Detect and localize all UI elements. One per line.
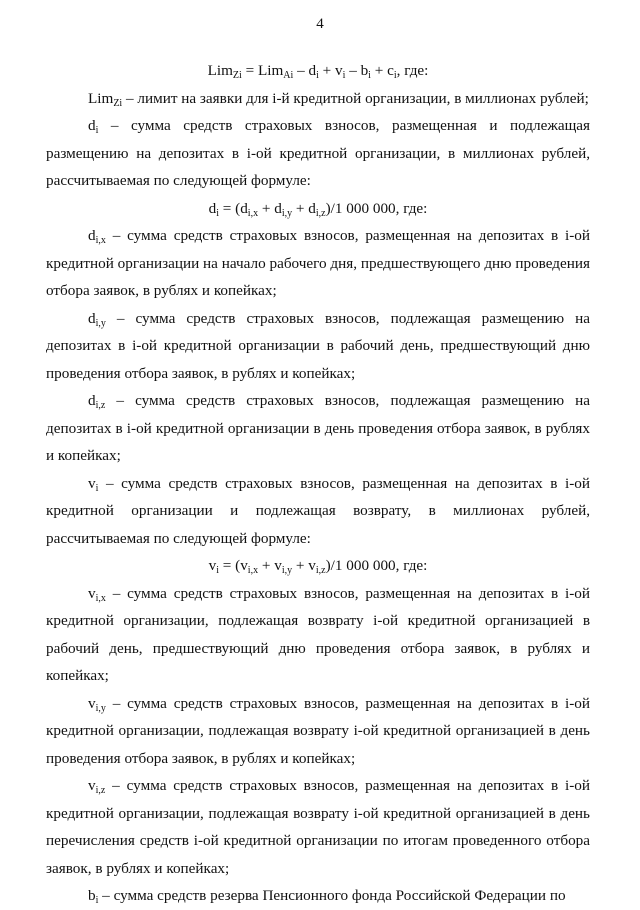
formula-lim: $Lim_{Zi} = Lim_{Ai} - d_i + v_i - b_i + c_i$, где: [207,62,429,81]
definition-v-iy: $v_{i,y}$ – сумма средств страховых взносов, размещенная на депозитах в i-ой кредитной организации, подлежащая возврату i-ой кредитной организацией в день проведения отбора заявок, в рублях и копейках; [46,694,590,767]
page-number: 4 [316,16,324,32]
definition-b: $b_i$ – сумма средств резерва Пенсионного фонда Российской Федерации по [88,887,566,906]
definition-d-iy: $d_{i,y}$ – сумма средств страховых взносов, подлежащая размещению на депозитах в i-ой кредитной организации в рабочий день, предшествующий дню проведения отбора заявок, в рублях и копейках; [46,309,590,382]
definition-lim: Lim$_{Zi}$ – лимит на заявки для i-й кредитной организации, в миллионах рублей; [88,89,589,109]
definition-d-ix: $d_{i,x}$ – сумма средств страховых взносов, размещенная на депозитах в i-ой кредитной организации на начало рабочего дня, предшествующего дню проведения отбора заявок, в рублях и копейках; [46,227,590,299]
definition-d-iz: $d_{i,z}$ – сумма средств страховых взносов, подлежащая размещению на депозитах в i-ой кредитной организации в день проведения отбора заявок, в рублях и копейках; [46,392,590,464]
document-body [46,57,590,910]
definition-v-iz: $v_{i,z}$ – сумма средств страховых взносов, размещенная на депозитах в i-ой кредитной организации, подлежащая возврату i-ой кредитной организацией в день перечисления средств i-ой кредитной организации по итогам проведенного отбора заявок, в рублях и копейках; [46,777,590,877]
definition-d: $d_i$ – сумма средств страховых взносов, размещенная и подлежащая размещению на депозитах в i-ой кредитной организации, в миллионах рублей, рассчитываемая по следующей формуле: [46,117,590,189]
formula-v: $v_i = (v_{i,x} + v_{i,y} + v_{i,z})/1$ 000 000, где: [208,557,428,576]
definition-v-ix: $v_{i,x}$ – сумма средств страховых взносов, размещенная на депозитах в i-ой кредитной организации, подлежащая возврату i-ой кредитной организацией в рабочий день, предшествующий дню проведения отбора заявок, в рублях и копейках; [46,584,590,684]
formula-d: $d_i = (d_{i,x} + d_{i,y} + d_{i,z})/1$ 000 000, где: [208,199,428,219]
definition-v: $v_i$ – сумма средств страховых взносов, размещенная на депозитах в i-ой кредитной организации и подлежащая возврату, в миллионах рублей, рассчитываемая по следующей формуле: [46,474,590,547]
